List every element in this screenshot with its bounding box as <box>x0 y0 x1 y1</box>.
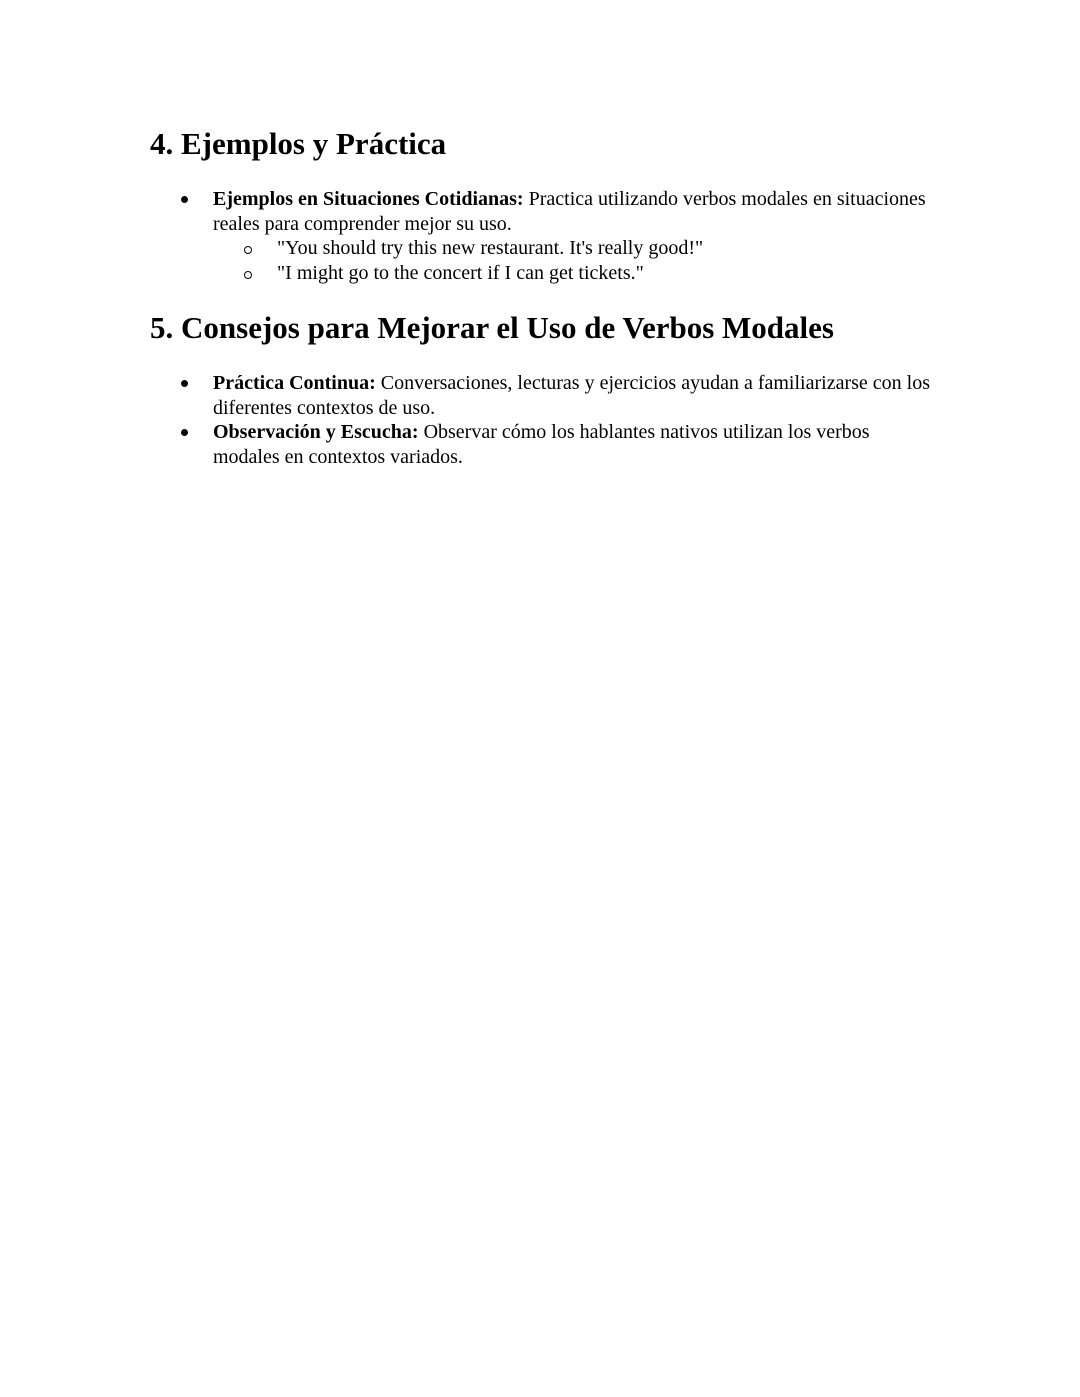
section-heading-ejemplos: 4. Ejemplos y Práctica <box>150 126 447 161</box>
bullet-icon <box>181 196 188 203</box>
item-lead: Ejemplos en Situaciones Cotidianas: <box>213 188 524 210</box>
sub-list-item <box>213 236 930 261</box>
bullet-icon <box>181 380 188 387</box>
list-item <box>150 420 930 469</box>
bullet-list-ejemplos <box>150 187 930 285</box>
example-sentence: "I might go to the concert if I can get tickets." <box>277 261 644 284</box>
sub-list-examples <box>213 236 930 285</box>
item-lead: Observación y Escucha: <box>213 421 419 443</box>
bullet-list-consejos <box>150 371 930 469</box>
list-item <box>150 187 930 285</box>
circle-bullet-icon <box>244 246 252 254</box>
item-text: Practica utilizando verbos modales en situaciones reales para comprender mejor su uso. <box>213 188 926 235</box>
bullet-icon <box>181 429 188 436</box>
example-sentence: "You should try this new restaurant. It's really good!" <box>277 237 704 259</box>
sub-list-item <box>213 261 930 286</box>
item-text: Observar cómo los hablantes nativos utilizan los verbos modales en contextos variados. <box>213 421 870 468</box>
list-item <box>150 371 930 420</box>
item-lead: Práctica Continua: <box>213 372 376 394</box>
item-text: Conversaciones, lecturas y ejercicios ayudan a familiarizarse con los diferentes contextos de uso. <box>213 372 930 419</box>
section-heading-consejos: 5. Consejos para Mejorar el Uso de Verbos Modales <box>150 310 834 345</box>
circle-bullet-icon <box>244 271 252 279</box>
